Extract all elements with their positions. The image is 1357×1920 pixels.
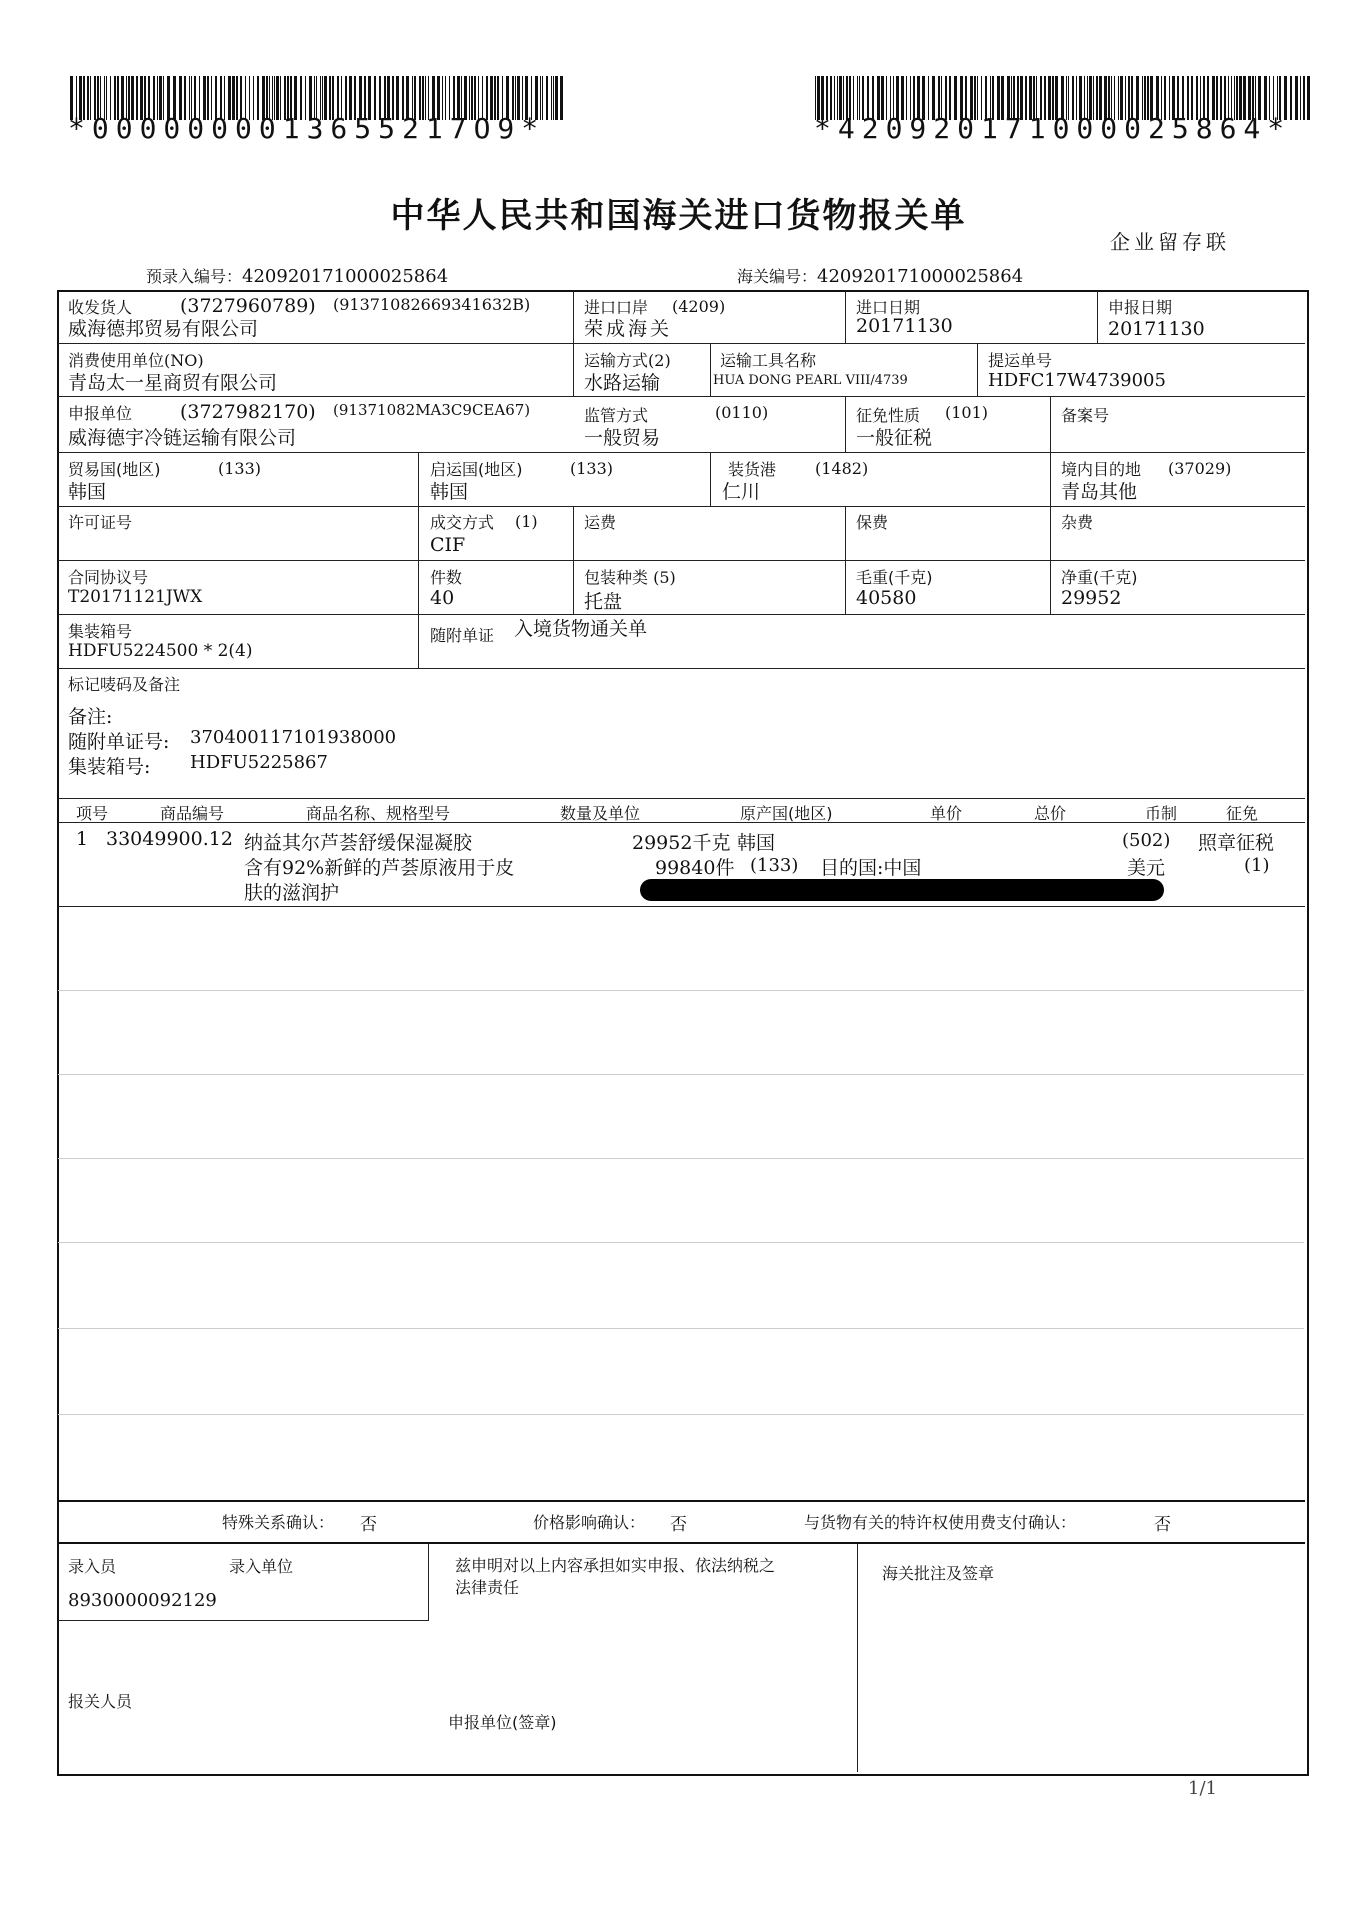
freight-label: 运费 [584,513,617,532]
barcode-bar [555,76,558,120]
page-title: 中华人民共和国海关进口货物报关单 [390,196,967,236]
barcode-bar [560,76,563,120]
barcode-bar [546,76,548,120]
remarks-doc-value: 370400117101938000 [190,727,397,748]
pieces-label: 件数 [430,568,463,587]
bill-no-value: HDFC17W4739005 [988,370,1166,391]
goods-header-tax: 征免 [1226,804,1259,823]
remarks-label: 标记唛码及备注 [68,675,181,694]
goods-header-hs-code: 商品编号 [160,804,225,823]
barcode-bar [1307,76,1310,120]
trade-country-code: (133) [218,459,262,478]
declarant-label: 申报单位 [68,404,133,423]
net-label: 净重(千克) [1061,568,1138,587]
price-influence-label: 价格影响确认： [533,1513,646,1532]
pieces-value: 40 [430,587,455,609]
destination-value: 青岛其他 [1061,481,1138,503]
packing-label: 包装种类 (5) [584,568,676,587]
trade-country-value: 韩国 [68,481,107,503]
barcode-left-text: *0000000013655217O9* [68,112,546,145]
goods-origin: 韩国 [737,832,776,854]
special-relation-value: 否 [360,1515,377,1535]
goods-header-item-no: 项号 [76,804,109,823]
goods-currency-code: (502) [1122,830,1171,851]
transport-tool-value: HUA DONG PEARL VIII/4739 [713,373,908,388]
entry-unit-label: 录入单位 [229,1557,294,1576]
consignee-credit-code: (91371082669341632B) [333,295,531,314]
attached-doc-label: 随附单证 [430,626,495,645]
tax-nature-code: (101) [945,403,989,422]
consignee-code: (3727960789) [180,295,316,317]
tax-nature-value: 一般征税 [856,427,933,449]
goods-origin-code: (133) [750,855,799,876]
goods-qty-2: 99840件 [655,857,735,879]
royalty-label: 与货物有关的特许权使用费支付确认： [804,1513,1077,1532]
goods-name-line1: 纳益其尔芦荟舒缓保湿凝胶 [244,832,473,854]
port-code: (4209) [672,297,726,316]
declarant-name: 威海德宇冷链运输有限公司 [68,427,297,449]
import-date-label: 进口日期 [856,298,921,317]
supervision-label: 监管方式 [584,406,649,425]
contract-label: 合同协议号 [68,568,149,587]
import-date-value: 20171130 [856,315,953,337]
loading-port-label: 装货港 [728,460,777,479]
loading-port-code: (1482) [815,459,869,478]
supervision-code: (0110) [715,403,769,422]
price-influence-value: 否 [670,1515,687,1535]
goods-header-total-price: 总价 [1034,804,1067,823]
royalty-value: 否 [1154,1515,1171,1535]
packing-value: 托盘 [584,591,623,613]
copy-label: 企业留存联 [1110,230,1230,254]
consumer-label: 消费使用单位(NO) [68,351,204,370]
barcode-bar [551,76,552,120]
goods-currency: 美元 [1127,857,1166,879]
clerk-value: 8930000092129 [68,1590,217,1611]
gross-label: 毛重(千克) [856,568,933,587]
goods-destination: 目的国:中国 [820,857,922,879]
barcode-bar [553,76,554,120]
goods-header-currency: 币制 [1145,804,1178,823]
goods-qty-1: 29952千克 [632,832,731,854]
container-value: HDFU5224500 * 2(4) [68,641,253,661]
customs-number: 海关编号：420920171000025864 [737,266,1024,287]
port-value: 荣成海关 [584,318,673,340]
record-no-label: 备案号 [1061,406,1110,425]
goods-header-origin: 原产国(地区) [740,804,833,823]
gross-value: 40580 [856,587,917,609]
remarks-box-label: 集装箱号: [68,756,151,778]
goods-name-line3: 肤的滋润护 [244,882,340,904]
customs-approval-label: 海关批注及签章 [882,1564,995,1583]
consumer-name: 青岛太一星商贸有限公司 [68,372,278,394]
remarks-title: 备注: [68,706,113,728]
page-number: 1/1 [1188,1778,1217,1799]
goods-tax-code: (1) [1244,855,1270,876]
special-relation-label: 特殊关系确认： [222,1513,335,1532]
goods-header-name: 商品名称、规格型号 [306,804,451,823]
bill-no-label: 提运单号 [988,351,1053,370]
goods-tax-mode: 照章征税 [1198,832,1275,854]
redaction-bar [640,879,1164,901]
consignee-label: 收发货人 [68,298,133,317]
declare-date-label: 申报日期 [1108,298,1173,317]
remarks-doc-label: 随附单证号: [68,731,170,753]
origin-country-value: 韩国 [430,481,469,503]
barcode-bar [1295,76,1298,120]
insurance-label: 保费 [856,513,889,532]
port-label: 进口口岸 [584,298,649,317]
declarant-code: (3727982170) [180,401,316,423]
consignee-name: 威海德邦贸易有限公司 [68,318,259,340]
declaration-text: 兹申明对以上内容承担如实申报、依法纳税之 法律责任 [455,1556,776,1597]
net-value: 29952 [1061,587,1122,609]
goods-name-line2: 含有92%新鲜的芦荟原液用于皮 [244,857,515,879]
license-label: 许可证号 [68,513,133,532]
deal-mode-value: CIF [430,534,466,556]
barcode-bar [1300,76,1301,120]
goods-header-quantity: 数量及单位 [560,804,641,823]
attached-doc-value: 入境货物通关单 [514,618,648,640]
goods-item-no: 1 [76,828,89,850]
misc-label: 杂费 [1061,513,1094,532]
clerk-label: 录入员 [68,1557,117,1576]
transport-mode-label: 运输方式(2) [584,351,671,370]
pre-entry-number: 预录入编号：420920171000025864 [146,266,449,287]
goods-hs-code: 33049900.12 [106,828,233,850]
deal-mode-code: (1) [515,512,538,531]
trade-country-label: 贸易国(地区) [68,460,161,479]
barcode-right-text: *420920171000025864* [814,112,1292,145]
destination-label: 境内目的地 [1061,460,1142,479]
remarks-box-value: HDFU5225867 [190,752,328,773]
broker-label: 报关人员 [68,1692,133,1711]
contract-value: T20171121JWX [68,587,203,607]
transport-mode-value: 水路运输 [584,372,661,394]
deal-mode-label: 成交方式 [430,513,495,532]
goods-header-unit-price: 单价 [930,804,963,823]
transport-tool-label: 运输工具名称 [720,351,817,370]
origin-country-code: (133) [570,459,614,478]
tax-nature-label: 征免性质 [856,406,921,425]
declare-date-value: 20171130 [1108,318,1205,340]
barcode-bar [1303,76,1305,120]
destination-code: (37029) [1168,459,1232,478]
declarant-credit-code: (91371082MA3C9CEA67) [333,401,531,419]
container-label: 集装箱号 [68,622,133,641]
declarant-stamp-label: 申报单位(签章) [448,1713,557,1732]
origin-country-label: 启运国(地区) [430,460,523,479]
supervision-value: 一般贸易 [584,427,661,449]
loading-port-value: 仁川 [722,481,761,503]
